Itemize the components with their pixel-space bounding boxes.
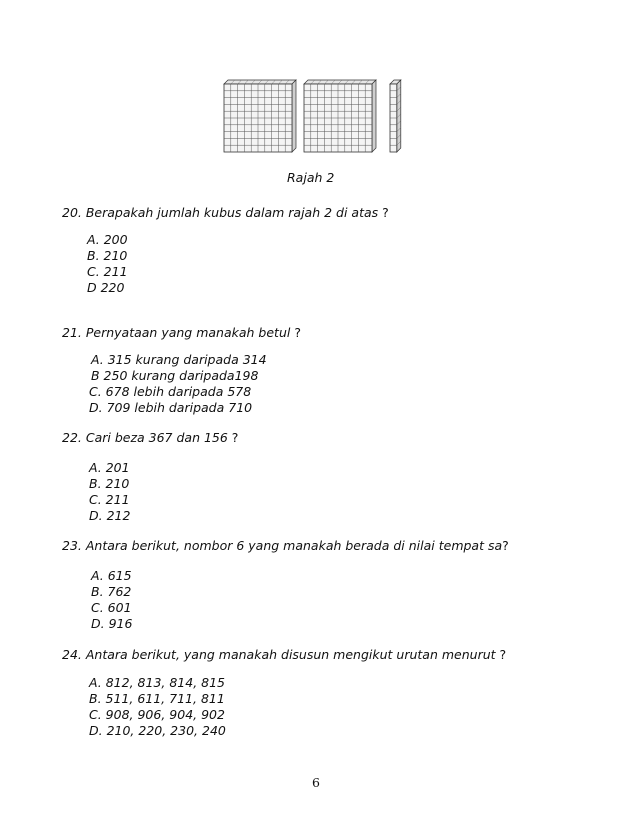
q20-option-a[interactable]: A. 200 bbox=[87, 232, 128, 247]
q21-option-d[interactable]: D. 709 lebih daripada 710 bbox=[89, 400, 253, 415]
page-number: 6 bbox=[312, 775, 320, 790]
hundred-flat-block bbox=[304, 80, 376, 152]
question-24: 24. Antara berikut, yang manakah disusun mengikut urutan menurut ? bbox=[62, 647, 507, 662]
q22-option-d[interactable]: D. 212 bbox=[89, 508, 131, 523]
q23-option-d[interactable]: D. 916 bbox=[91, 616, 133, 631]
question-23: 23. Antara berikut, nombor 6 yang manakah berada di nilai tempat sa? bbox=[62, 538, 509, 553]
ten-rod-block bbox=[390, 80, 401, 152]
q23-option-c[interactable]: C. 601 bbox=[91, 600, 132, 615]
q21-option-a[interactable]: A. 315 kurang daripada 314 bbox=[91, 352, 267, 367]
figure-caption: Rajah 2 bbox=[287, 170, 335, 185]
q22-option-c[interactable]: C. 211 bbox=[89, 492, 130, 507]
question-21: 21. Pernyataan yang manakah betul ? bbox=[62, 325, 301, 340]
q23-option-b[interactable]: B. 762 bbox=[91, 584, 132, 599]
q23-option-a[interactable]: A. 615 bbox=[91, 568, 132, 583]
q20-option-b[interactable]: B. 210 bbox=[87, 248, 128, 263]
q20-option-c[interactable]: C. 211 bbox=[87, 264, 128, 279]
q24-option-a[interactable]: A. 812, 813, 814, 815 bbox=[89, 675, 226, 690]
q21-option-c[interactable]: C. 678 lebih daripada 578 bbox=[89, 384, 252, 399]
q22-option-a[interactable]: A. 201 bbox=[89, 460, 130, 475]
base-ten-blocks-figure bbox=[222, 78, 404, 156]
q21-option-b[interactable]: B 250 kurang daripada198 bbox=[91, 368, 259, 383]
q24-option-d[interactable]: D. 210, 220, 230, 240 bbox=[89, 723, 226, 738]
hundred-flat-block bbox=[224, 80, 296, 152]
q24-option-c[interactable]: C. 908, 906, 904, 902 bbox=[89, 707, 225, 722]
q20-option-d[interactable]: D 220 bbox=[87, 280, 125, 295]
question-22: 22. Cari beza 367 dan 156 ? bbox=[62, 430, 239, 445]
q24-option-b[interactable]: B. 511, 611, 711, 811 bbox=[89, 691, 225, 706]
question-20: 20. Berapakah jumlah kubus dalam rajah 2 di atas ? bbox=[62, 205, 389, 220]
q22-option-b[interactable]: B. 210 bbox=[89, 476, 130, 491]
